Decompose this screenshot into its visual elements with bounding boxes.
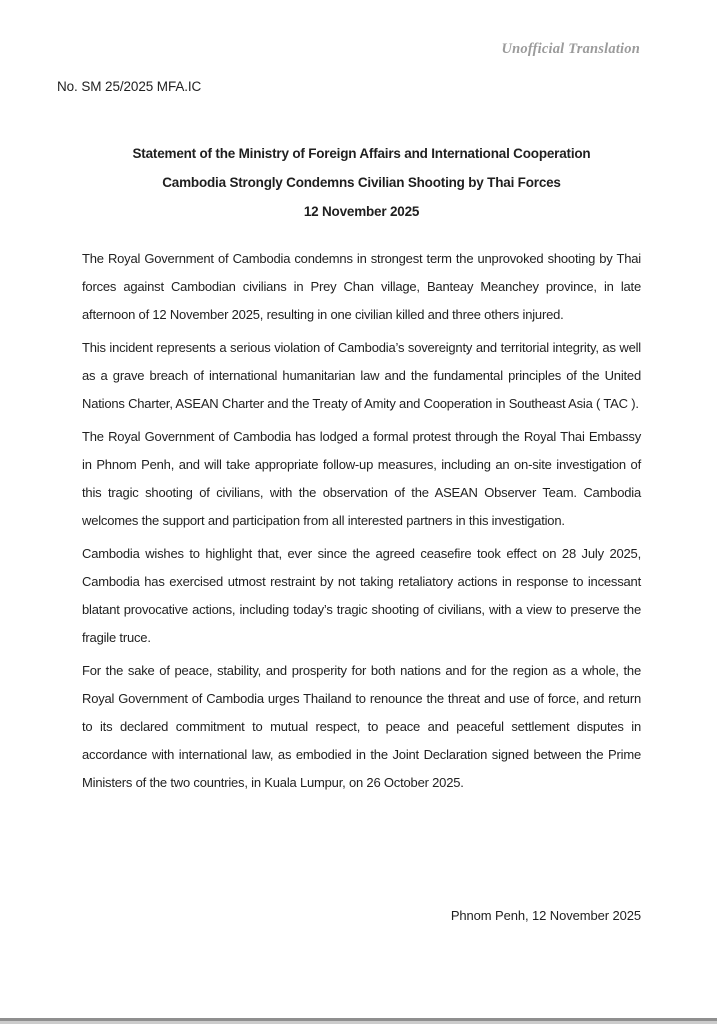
closing-dateline: Phnom Penh, 12 November 2025: [450, 908, 641, 923]
paragraph-condemnation: The Royal Government of Cambodia condemns in strongest term the unprovoked shooting by Thai forces against Cambodian civilians in Prey Chan village, Banteay Meanchey province, in late afternoon of 12 November 2025, resulting in one civilian killed and three others injured.: [82, 251, 641, 322]
unofficial-translation-watermark: Unofficial Translation: [501, 41, 640, 57]
paragraph-appeal: For the sake of peace, stability, and prosperity for both nations and for the region as a whole, the Royal Government of Cambodia urges Thailand to renounce the threat and use of force, and return to its declared commitment to mutual respect, to peace and peaceful settlement disputes in accordance with international law, as embodied in the Joint Declaration signed between the Prime Ministers of the two countries, in Kuala Lumpur, on 26 October 2025.: [82, 663, 641, 790]
document-number: No. SM 25/2025 MFA.IC: [57, 79, 202, 94]
page-bottom-edge: [0, 1018, 717, 1024]
title-line-subject: Cambodia Strongly Condemns Civilian Shooting by Thai Forces: [162, 175, 561, 190]
document-body: [82, 245, 641, 802]
title-line-date: 12 November 2025: [303, 204, 420, 219]
paragraph-violation: This incident represents a serious violation of Cambodia’s sovereignty and territorial integrity, as well as a grave breach of international humanitarian law and the fundamental principles of the United Nations Charter, ASEAN Charter and the Treaty of Amity and Cooperation in Southeast Asia ( TAC ).: [82, 340, 641, 411]
paragraph-protest: The Royal Government of Cambodia has lodged a formal protest through the Royal Thai Embassy in Phnom Penh, and will take appropriate follow-up measures, including an on-site investigation of this tragic shooting of civilians, with the observation of the ASEAN Observer Team. Cambodia welcomes the support and participation from all interested partners in this investigation.: [82, 429, 641, 528]
document-title: [82, 139, 641, 226]
title-line-statement: Statement of the Ministry of Foreign Affairs and International Cooperation: [132, 146, 591, 161]
paragraph-restraint: Cambodia wishes to highlight that, ever since the agreed ceasefire took effect on 28 July 2025, Cambodia has exercised utmost restraint by not taking retaliatory actions in response to incessant blatant provocative actions, including today’s tragic shooting of civilians, with a view to preserve the fragile truce.: [82, 546, 641, 645]
